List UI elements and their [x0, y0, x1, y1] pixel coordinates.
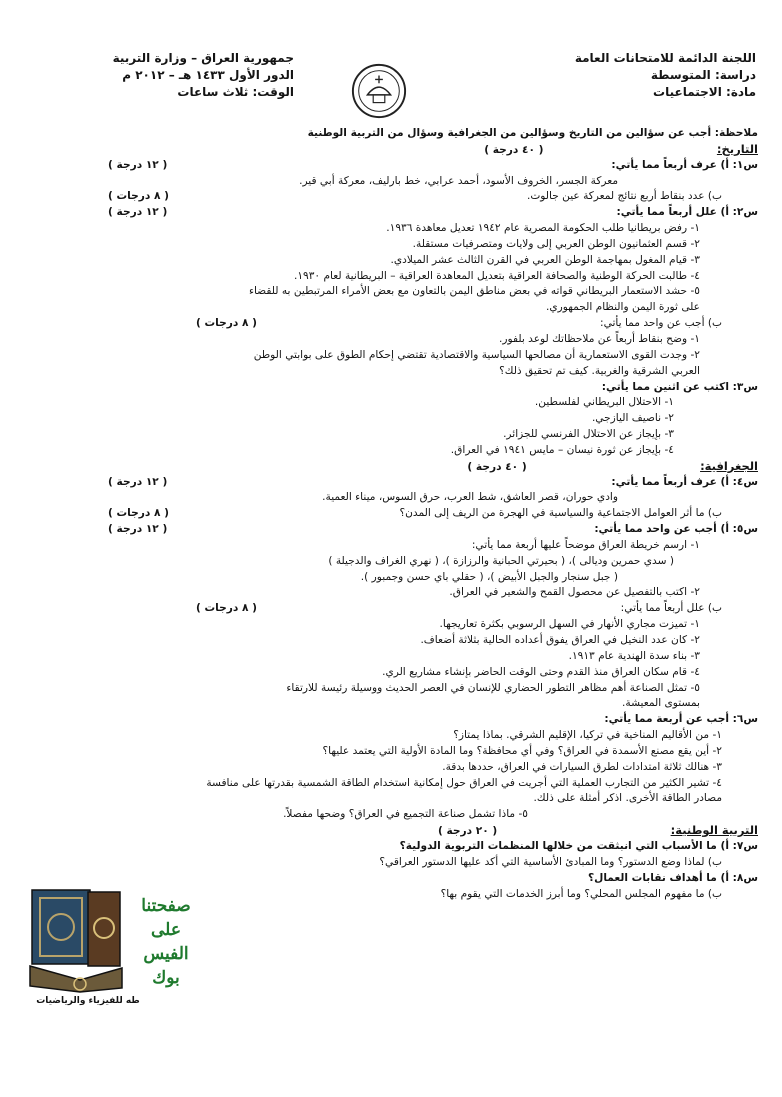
q5-b: ب) علل أربعاً مما يأتي: ( ٨ درجات ) [20, 601, 758, 617]
q2-a: س٢: أ) علل أربعاً مما يأتي: ( ١٢ درجة ) [20, 205, 758, 221]
q2-b-marks: ( ٨ درجات ) [196, 317, 258, 330]
q4-a-marks: ( ١٢ درجة ) [108, 475, 168, 488]
list-item: ٣- بإيجاز عن الاحتلال الفرنسي للجزائر. [503, 428, 674, 441]
ministry-emblem-icon [350, 62, 408, 120]
list-item: ٤- بإيجاز عن ثورة نيسان – مايس ١٩٤١ في العراق. [450, 443, 674, 456]
ministry-header [54, 50, 294, 101]
facebook-promo [28, 884, 210, 1012]
q2-b: ب) أجب عن واحد مما يأتي: ( ٨ درجات ) [20, 316, 758, 332]
list-item: ٣- قيام المغول بمهاجمة الوطن العربي في القرن الثالث عشر الميلادي. [390, 253, 700, 266]
q3: س٣: اكتب عن اثنين مما يأتي: [601, 380, 758, 393]
q4-a-items: وادي حوران، قصر العاشق، شط العرب، حرق السوس، ميناء العمية. [322, 491, 618, 504]
list-item: ١- وضح بنقاط أربعاً عن ملاحظاتك لوعد بلفور. [499, 332, 700, 345]
list-item: ١- رفض بريطانيا طلب الحكومة المصرية عام ١٩٤٢ تعديل معاهدة ١٩٣٦. [386, 222, 700, 235]
civics-heading-row [20, 823, 758, 839]
list-item: ٥- حشد الاستعمار البريطاني قواته في بعض مناطق اليمن بالتعاون مع بعض الأمراء المرتبطين به للقضاء [248, 285, 700, 298]
list-item: ٢- اكتب بالتفصيل عن محصول القمح والشعير في العراق. [449, 586, 700, 599]
list-item: ب) ما مفهوم المجلس المحلي؟ وما أبرز الخدمات التي يقوم بها؟ [440, 887, 722, 900]
list-item: ب) لماذا وضع الدستور؟ وما المبادئ الأساسية التي أكد عليها الدستور العراقي؟ [379, 855, 722, 868]
history-heading: التاريخ: [716, 141, 758, 156]
list-item: مصادر الطاقة الأخرى. اذكر أمثلة على ذلك. [533, 792, 722, 805]
list-item: ٥- تمثل الصناعة أهم مظاهر التطور الحضاري للإنسان في العصر الحديث ووسيلة رئيسة للارتقاء [286, 681, 700, 694]
q5-a: س٥: أ) أجب عن واحد مما يأتي: ( ١٢ درجة ) [20, 522, 758, 538]
q5-b-marks: ( ٨ درجات ) [196, 602, 258, 615]
history-heading-row [20, 142, 758, 158]
list-item: ٤- طالبت الحركة الوطنية والصحافة العراقية بتعديل المعاهدة العراقية – البريطانية لعام ١٩٣٠. [293, 269, 700, 282]
list-item: ١- الاحتلال البريطاني لفلسطين. [534, 396, 674, 409]
q1-b-marks: ( ٨ درجات ) [108, 190, 170, 203]
list-item: ( سدي حمرين وديالى )، ( بحيرتي الحبانية والرزازة )، ( نهري الغراف والدجيلة ) [328, 554, 674, 567]
list-item: ( جبل سنجار والجبل الأبيض )، ( حقلي باي حسن وجمبور ). [360, 570, 618, 583]
q1-b: ب) عدد بنقاط أربع نتائج لمعركة عين جالوت. ( ٨ درجات ) [20, 189, 758, 205]
q4-a: س٤: أ) عرف أربعاً مما يأتي: ( ١٢ درجة ) [20, 475, 758, 491]
list-item: س٧: أ) ما الأسباب التي انبثقت من خلالها المنظمات التربوية الدولية؟ [399, 839, 758, 852]
exam-duration: الوقت: ثلاث ساعات [177, 85, 294, 99]
list-item: ١- ارسم خريطة العراق موضحاً عليها أربعة مما يأتي: [471, 538, 700, 551]
list-item: ٢- ناصيف اليازجي. [591, 412, 674, 425]
exam-session: الدور الأول ١٤٣٣ هـ – ٢٠١٢ م [122, 68, 294, 82]
list-item: ٤- قام سكان العراق منذ القدم وحتى الوقت الحاضر بإنشاء مشاريع الري. [382, 665, 700, 678]
exam-body [20, 126, 758, 902]
q5-a-marks: ( ١٢ درجة ) [108, 523, 168, 536]
list-item: ٢- وجدت القوى الاستعمارية أن مصالحها السياسية والاقتصادية تقتضي إحكام الطوق على بوابتي الوطن [253, 348, 700, 361]
list-item: على ثورة اليمن والنظام الجمهوري. [546, 301, 700, 314]
list-item: ١- من الأقاليم المناخية في تركيا، الإقليم الشرقي. بماذا يمتاز؟ [453, 729, 722, 742]
history-marks: ( ٤٠ درجة ) [484, 143, 544, 156]
list-item: ١- تميزت مجاري الأنهار في السهل الرسوبي بكثرة تعاريجها. [439, 618, 700, 631]
ministry-name: جمهورية العراق – وزارة التربية [112, 51, 294, 65]
q4-b-marks: ( ٨ درجات ) [108, 507, 170, 520]
exam-committee-header [506, 50, 756, 101]
geography-heading: الجغرافية: [700, 458, 758, 473]
committee-name: اللجنة الدائمة للامتحانات العامة [574, 51, 756, 65]
list-item: ٤- تشير الكثير من التجارب العملية التي أجريت في العراق حول إمكانية استخدام الطاقة الشمسية بقدرتها على منافسة [206, 776, 722, 789]
q4-b: ب) ما أثر العوامل الاجتماعية والسياسية في الهجرة من الريف إلى المدن؟ ( ٨ درجات ) [20, 506, 758, 522]
list-item: بمستوى المعيشة. [622, 697, 700, 710]
list-item: ٢- أين يقع مصنع الأسمدة في العراق؟ وفي أي محافظة؟ وما المادة الأولية التي يعتمد عليها؟ [322, 744, 722, 757]
q1-a-marks: ( ١٢ درجة ) [108, 158, 168, 171]
promo-text: صفحتنا على الفيس بوك [141, 896, 191, 988]
list-item: ٣- بناء سدة الهندية عام ١٩١٣. [568, 649, 700, 662]
list-item: س٨: أ) ما أهداف نقابات العمال؟ [587, 871, 758, 884]
civics-heading: التربية الوطنية: [670, 823, 758, 838]
list-item: ٢- كان عدد النخيل في العراق يفوق أعداده الحالية بثلاثة أضعاف. [420, 634, 700, 646]
books-icon [28, 884, 124, 994]
promo-caption: طه للفيزياء والرياضيات [36, 996, 140, 1006]
q1-a-items: معركة الجسر، الخروف الأسود، أحمد عرابي، خط بارليف، معركة أبي قير. [299, 174, 618, 187]
exam-note: ملاحظة: أجب عن سؤالين من التاريخ وسؤالين من الجغرافية وسؤال من التربية الوطنية [307, 127, 758, 139]
q1-a: س١: أ) عرف أربعاً مما يأتي: ( ١٢ درجة ) [20, 158, 758, 174]
q6: س٦: أجب عن أربعة مما يأتي: [604, 713, 758, 726]
q2-a-marks: ( ١٢ درجة ) [108, 206, 168, 219]
list-item: العربي الشرقية والغربية. كيف تم تحقيق ذلك؟ [499, 364, 700, 377]
geography-heading-row [20, 459, 758, 475]
geography-marks: ( ٤٠ درجة ) [467, 460, 527, 473]
study-level: دراسة: المتوسطة [650, 68, 756, 82]
list-item: ٢- قسم العثمانيون الوطن العربي إلى ولايات ومتصرفيات مستقلة. [412, 237, 700, 250]
list-item: ٣- هنالك ثلاثة امتدادات لطرق السيارات في العراق، حددها بدقة. [442, 760, 722, 773]
subject: مادة: الاجتماعيات [653, 85, 756, 99]
civics-marks: ( ٢٠ درجة ) [437, 825, 498, 838]
list-item: ٥- ماذا تشمل صناعة التجميع في العراق؟ وضحها مفصلاً. [283, 808, 528, 821]
